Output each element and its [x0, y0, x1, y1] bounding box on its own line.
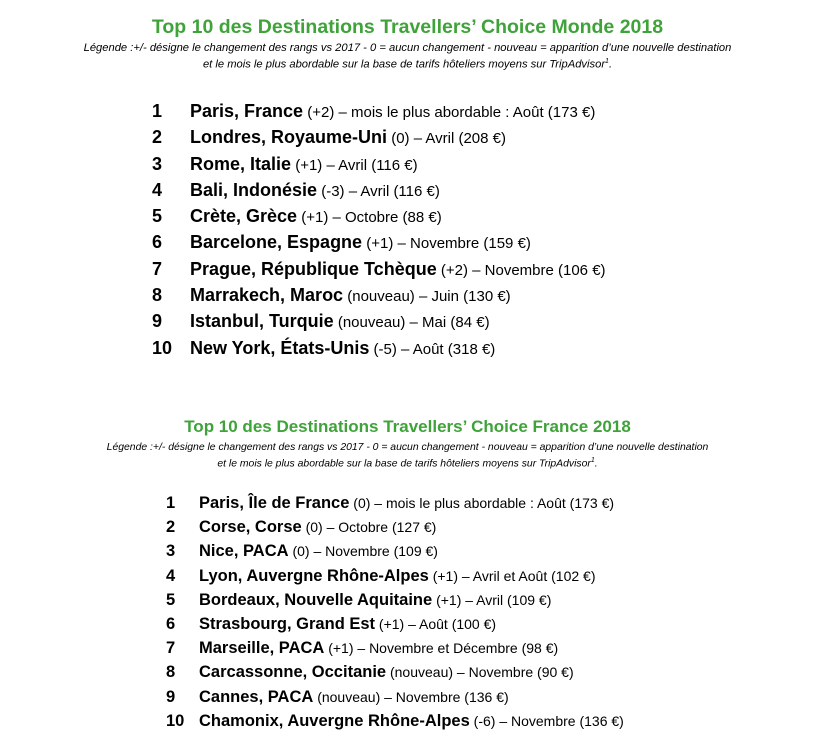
item-body: [166, 688, 509, 706]
destination-name: Marseille, PACA: [199, 639, 325, 658]
item-body: [166, 712, 624, 730]
destination-name: Bordeaux, Nouvelle Aquitaine: [199, 590, 433, 609]
list-item: [166, 685, 624, 709]
destination-details: (nouveau) – Novembre (136 €): [313, 688, 509, 705]
world-legend-footnote-mark: 1: [605, 58, 609, 65]
rank-number: 4: [166, 566, 176, 585]
world-legend-line2: et le mois le plus abordable sur la base de tarifs hôteliers moyens sur TripAdvisor: [202, 58, 606, 71]
destination-name: Rome, Italie: [190, 153, 292, 174]
destination-details: (nouveau) – Mai (84 €): [333, 314, 490, 332]
france-title: Top 10 des Destinations Travellers’ Choice France 2018: [184, 417, 631, 436]
item-body: [166, 567, 595, 585]
rank-number: 5: [152, 206, 163, 227]
item-body: [152, 285, 511, 305]
destination-details: (+2) – mois le plus abordable : Août (173 €): [303, 104, 596, 121]
item-body: [152, 338, 495, 358]
rank-number: 5: [166, 590, 176, 609]
destination-name: Corse, Corse: [199, 518, 302, 537]
destination-name: New York, États-Unis: [190, 337, 370, 358]
item-body: [166, 639, 558, 657]
rank-number: 6: [152, 232, 163, 253]
item-body: [166, 615, 496, 633]
list-item: [166, 539, 624, 563]
item-body: [166, 518, 436, 536]
list-item: [166, 588, 624, 612]
list-item: [166, 491, 624, 515]
destination-details: (-6) – Novembre (136 €): [469, 712, 624, 729]
destination-name: Chamonix, Auvergne Rhône-Alpes: [199, 711, 470, 730]
destination-details: (nouveau) – Juin (130 €): [343, 288, 511, 306]
rank-number: 7: [152, 258, 163, 279]
france-legend-line1: Légende :+/- désigne le changement des rangs vs 2017 - 0 = aucun changement - nouveau = apparition d’une nouvelle destination: [106, 442, 709, 453]
france-legend-line2: et le mois le plus abordable sur la base de tarifs hôteliers moyens sur TripAdvisor: [217, 458, 591, 470]
destination-name: Marrakech, Maroc: [190, 285, 344, 306]
list-item: [166, 515, 624, 539]
rank-number: 10: [166, 711, 185, 730]
list-item: [152, 335, 606, 361]
destination-details: (nouveau) – Novembre (90 €): [386, 664, 574, 681]
france-legend: Légende :+/- désigne le changement des rangs vs 2017 - 0 = aucun changement - nouveau = apparition d’une nouvelle destination et le mois le plus abordable sur la base de tarifs hôteliers moyens sur TripAdvisor$^1$.: [106, 442, 709, 470]
item-body: [152, 206, 442, 226]
list-item: [166, 636, 624, 660]
destination-details: (+1) – Avril (116 €): [291, 156, 418, 174]
destination-name: Barcelone, Espagne: [190, 232, 363, 253]
rank-number: 10: [152, 337, 173, 358]
world-section: [0, 16, 815, 358]
world-title: Top 10 des Destinations Travellers’ Choice Monde 2018: [151, 16, 664, 38]
item-body: [152, 232, 531, 252]
rank-number: 1: [166, 494, 176, 512]
destination-name: Paris, France: [190, 101, 304, 121]
rank-number: 2: [152, 127, 163, 148]
item-body: [152, 180, 440, 200]
list-item: [152, 256, 606, 282]
destination-details: (0) – Avril (208 €): [387, 130, 506, 148]
rank-number: 9: [152, 311, 163, 332]
destination-name: Crète, Grèce: [190, 206, 298, 227]
destination-name: Bali, Indonésie: [190, 179, 318, 200]
destination-details: (+1) – Avril et Août (102 €): [428, 567, 596, 584]
list-item: [152, 124, 606, 150]
item-body: [166, 494, 614, 512]
destination-details: (0) – Octobre (127 €): [301, 519, 437, 536]
list-item: [166, 612, 624, 636]
rank-number: 4: [152, 179, 163, 200]
france-legend-footnote-mark: 1: [590, 457, 595, 464]
list-item: [152, 282, 606, 308]
list-item: [152, 151, 606, 177]
rank-number: 1: [152, 101, 163, 121]
item-body: [166, 542, 438, 560]
rank-number: 7: [166, 639, 176, 658]
destination-name: Paris, Île de France: [199, 494, 350, 512]
list-item: [166, 660, 624, 684]
item-body: [152, 259, 606, 279]
destination-details: (+1) – Octobre (88 €): [297, 209, 442, 227]
destination-details: (0) – Novembre (109 €): [288, 543, 438, 560]
destination-details: (+1) – Avril (109 €): [432, 591, 552, 608]
destination-name: Londres, Royaume-Uni: [190, 127, 388, 148]
item-body: [152, 311, 490, 331]
destination-details: (+1) – Août (100 €): [375, 615, 497, 632]
item-body: [152, 101, 595, 121]
rank-number: 8: [166, 663, 176, 682]
list-item: [152, 203, 606, 229]
destination-name: Nice, PACA: [199, 542, 289, 561]
rank-number: 2: [166, 518, 176, 537]
rank-number: 8: [152, 285, 163, 306]
world-legend: Légende :+/- désigne le changement des rangs vs 2017 - 0 = aucun changement - nouveau = apparition d’une nouvelle destination et le mois le plus abordable sur la base de tarifs hôteliers moyens sur TripAdvisor$^1$.: [83, 42, 732, 71]
france-ranking-list: [166, 491, 624, 733]
item-body: [152, 127, 506, 147]
item-body: [152, 154, 418, 174]
rank-number: 6: [166, 614, 176, 633]
destination-name: Strasbourg, Grand Est: [199, 614, 376, 633]
destination-details: (+1) – Novembre et Décembre (98 €): [324, 640, 559, 657]
list-item: [152, 98, 606, 124]
france-section: [0, 416, 815, 730]
destination-name: Cannes, PACA: [199, 687, 314, 706]
item-body: [166, 663, 574, 681]
list-item: [152, 177, 606, 203]
destination-name: Lyon, Auvergne Rhône-Alpes: [199, 566, 429, 585]
list-item: [152, 229, 606, 255]
destination-name: Istanbul, Turquie: [190, 311, 334, 332]
destination-details: (-5) – Août (318 €): [369, 340, 496, 358]
destination-details: (+1) – Novembre (159 €): [362, 235, 531, 253]
rank-number: 9: [166, 687, 176, 706]
destination-name: Carcassonne, Occitanie: [199, 663, 387, 682]
rank-number: 3: [152, 153, 163, 174]
destination-details: (0) – mois le plus abordable : Août (173 €): [349, 495, 615, 511]
world-legend-line1: Légende :+/- désigne le changement des rangs vs 2017 - 0 = aucun changement - nouveau = apparition d’une nouvelle destination: [83, 42, 732, 54]
destination-details: (-3) – Avril (116 €): [317, 182, 440, 200]
rank-number: 3: [166, 542, 176, 561]
destination-details: (+2) – Novembre (106 €): [436, 261, 606, 279]
list-item: [166, 709, 624, 733]
destination-name: Prague, République Tchèque: [190, 258, 437, 279]
world-ranking-list: [152, 98, 606, 361]
list-item: [166, 564, 624, 588]
list-item: [152, 308, 606, 334]
item-body: [166, 591, 551, 609]
